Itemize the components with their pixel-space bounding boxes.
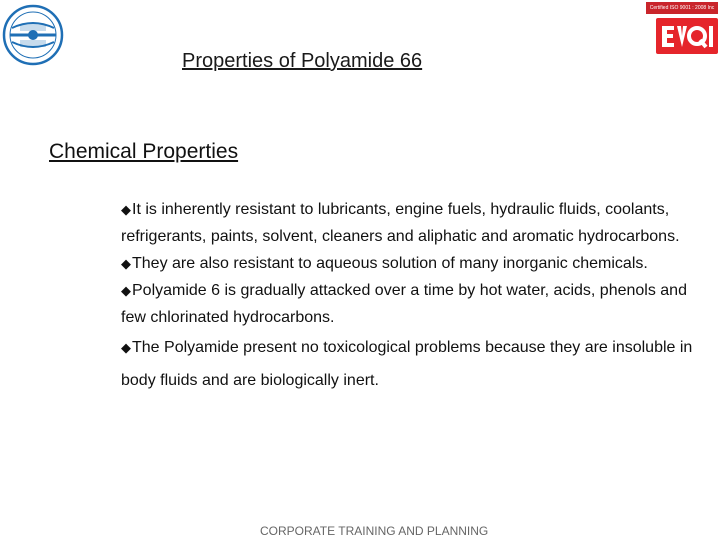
bullet-list <box>121 196 701 397</box>
diamond-bullet-icon: ◆ <box>121 256 131 271</box>
bullet-text: It is inherently resistant to lubricants, engine fuels, hydraulic fluids, coolants, refrigerants, paints, solvent, cleaners and aliphatic and aromatic hydrocarbons. <box>121 201 680 245</box>
globe-emblem-icon <box>2 4 64 66</box>
diamond-bullet-icon: ◆ <box>121 340 131 355</box>
section-heading: Chemical Properties <box>49 140 239 163</box>
certification-text: Certified ISO 9001 : 2008 Inc <box>646 2 718 14</box>
footer-text: CORPORATE TRAINING AND PLANNING <box>260 524 489 538</box>
bullet-text: They are also resistant to aqueous solution of many inorganic chemicals. <box>132 255 648 272</box>
bullet-text: Polyamide 6 is gradually attacked over a time by hot water, acids, phenols and few chlorinated hydrocarbons. <box>121 282 687 326</box>
bullet-item <box>121 196 701 250</box>
certification-logo <box>646 2 718 54</box>
bullet-item <box>121 250 701 277</box>
diamond-bullet-icon: ◆ <box>121 283 131 298</box>
bullet-item <box>121 331 701 397</box>
organization-logo <box>2 4 64 66</box>
bullet-text: The Polyamide present no toxicological problems because they are insoluble in body fluids and are biologically inert. <box>121 339 693 389</box>
page-title: Properties of Polyamide 66 <box>182 50 423 72</box>
brand-mark-icon <box>656 18 718 54</box>
diamond-bullet-icon: ◆ <box>121 202 131 217</box>
bullet-item <box>121 277 701 331</box>
